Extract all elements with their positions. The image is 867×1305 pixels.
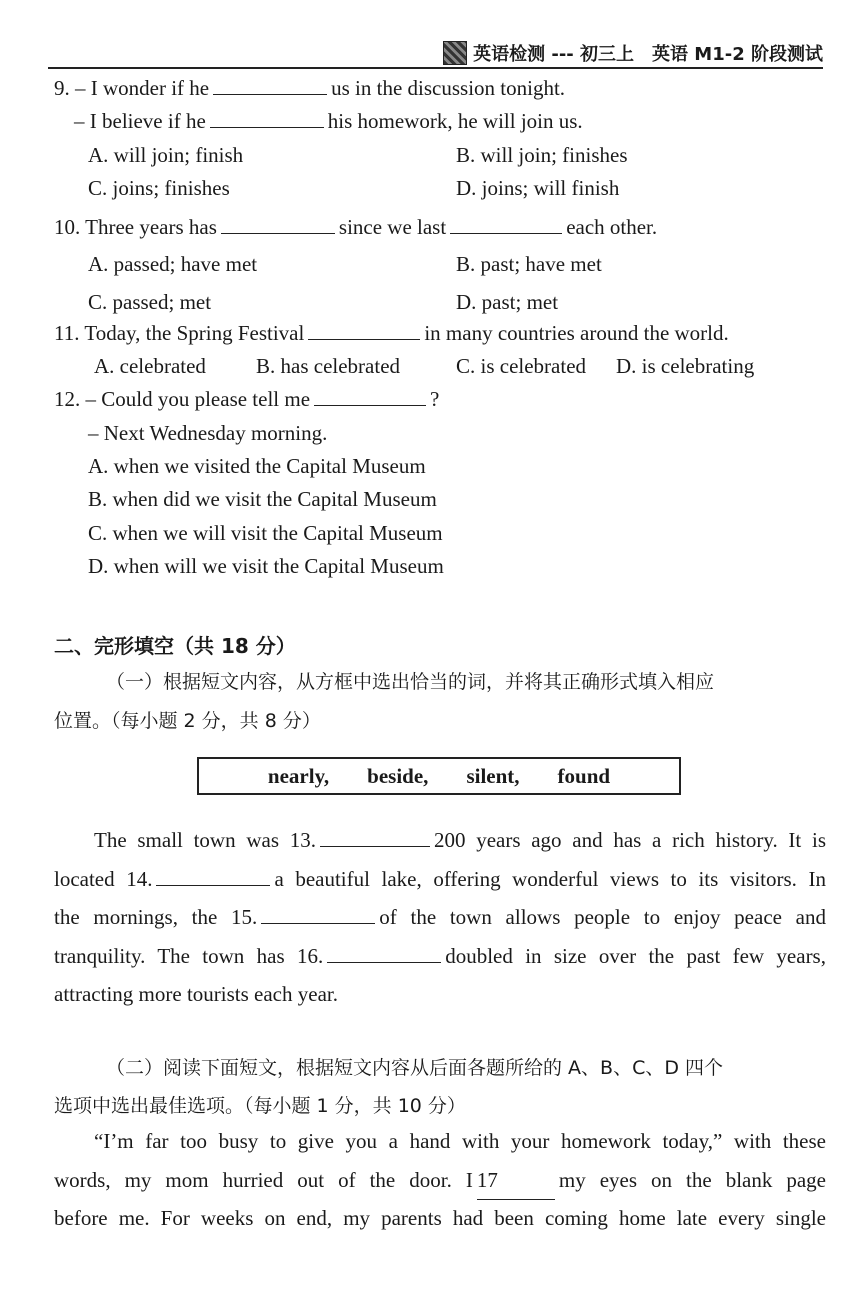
passage-1-line <box>54 860 826 899</box>
q12-option-c[interactable]: C. when we will visit the Capital Museum <box>88 521 443 545</box>
blank-14[interactable] <box>156 867 270 886</box>
q9-blank-2[interactable] <box>210 109 324 128</box>
passage-text: doubled in size over the past few years, <box>445 943 826 968</box>
q10-option-a[interactable]: A. passed; have met <box>88 252 258 276</box>
passage-text: “I’m far too busy to give you a hand with your homework today,” with these <box>94 1129 826 1153</box>
q11-text-b: in many countries around the world. <box>424 321 729 345</box>
passage-text: a beautiful lake, offering wonderful views to its visitors. In <box>274 866 826 891</box>
section-title: 二、完形填空（共 18 分） <box>54 634 296 658</box>
q9-option-c[interactable]: C. joins; finishes <box>88 176 230 200</box>
passage-text: my eyes on the blank page <box>558 1167 826 1192</box>
qr-code-icon <box>443 41 467 65</box>
q9-text-d: his homework, he will join us. <box>327 109 583 133</box>
q12-stem <box>54 387 439 412</box>
q12-option-a[interactable]: A. when we visited the Capital Museum <box>88 454 426 478</box>
passage-2-line <box>54 1199 826 1238</box>
q9-blank-1[interactable] <box>213 76 327 95</box>
blank-16[interactable] <box>327 944 441 963</box>
q10-stem <box>54 215 657 240</box>
part1-instruction-line2: 位置。（每小题 2 分，共 8 分） <box>54 710 321 732</box>
q12-text-a: 12. – Could you please tell me <box>54 387 311 411</box>
q9-option-d[interactable]: D. joins; will finish <box>456 176 620 200</box>
q11-stem <box>54 321 729 346</box>
q10-option-b[interactable]: B. past; have met <box>456 252 602 276</box>
q9-text-c: – I believe if he <box>74 109 206 133</box>
passage-1-line <box>54 975 826 1014</box>
q12-option-d[interactable]: D. when will we visit the Capital Museum <box>88 554 444 578</box>
q9-text-b: us in the discussion tonight. <box>331 76 566 100</box>
part2-instruction-line1: （二）阅读下面短文，根据短文内容从后面各题所给的 A、B、C、D 四个 <box>106 1057 724 1079</box>
passage-1-line <box>54 898 826 937</box>
q10-option-d[interactable]: D. past; met <box>456 290 559 314</box>
passage-text: located 14. <box>54 866 153 891</box>
q11-text-a: 11. Today, the Spring Festival <box>54 321 305 345</box>
blank-17[interactable]: 17 <box>477 1161 555 1201</box>
q11-option-a[interactable]: A. celebrated <box>94 354 206 378</box>
passage-1-line <box>54 937 826 976</box>
q10-text-b: since we last <box>338 215 447 239</box>
blank-15[interactable] <box>261 905 375 924</box>
q11-option-c[interactable]: C. is celebrated <box>456 354 587 378</box>
word-bank-item: beside, <box>367 763 429 788</box>
passage-text: attracting more tourists each year. <box>54 982 338 1006</box>
q12-option-b[interactable]: B. when did we visit the Capital Museum <box>88 487 437 511</box>
q10-blank-1[interactable] <box>221 215 335 234</box>
blank-13[interactable] <box>320 828 430 847</box>
part1-instruction-line1: （一）根据短文内容，从方框中选出恰当的词，并将其正确形式填入相应 <box>106 671 715 693</box>
q9-stem-line1 <box>54 76 565 101</box>
word-bank-item: nearly, <box>267 763 330 788</box>
passage-1-line <box>54 821 826 860</box>
passage-text: tranquility. The town has 16. <box>54 943 324 968</box>
q11-option-b[interactable]: B. has celebrated <box>256 354 401 378</box>
passage-2-line <box>54 1161 826 1200</box>
passage-text: 200 years ago and has a rich history. It is <box>433 828 826 852</box>
word-bank-item: silent, <box>466 763 520 788</box>
q9-stem-line2 <box>74 109 583 134</box>
passage-text: before me. For weeks on end, my parents had been coming home late every single <box>54 1206 826 1230</box>
part2-instruction-line2: 选项中选出最佳选项。（每小题 1 分，共 10 分） <box>54 1095 466 1117</box>
q10-blank-2[interactable] <box>450 215 562 234</box>
word-bank-item: found <box>557 763 611 788</box>
q9-option-a[interactable]: A. will join; finish <box>88 143 244 167</box>
q9-text-a: 9. – I wonder if he <box>54 76 210 100</box>
q11-blank[interactable] <box>308 321 420 340</box>
q12-reply: – Next Wednesday morning. <box>88 421 328 445</box>
q12-blank[interactable] <box>314 387 426 406</box>
q11-option-d[interactable]: D. is celebrating <box>616 354 755 378</box>
passage-text: The small town was 13. <box>94 828 316 852</box>
passage-text: the mornings, the 15. <box>54 905 258 929</box>
passage-text: of the town allows people to enjoy peace and <box>379 905 826 929</box>
q9-option-b[interactable]: B. will join; finishes <box>456 143 628 167</box>
word-bank-box <box>197 757 681 795</box>
page-header <box>443 40 823 66</box>
passage-1 <box>54 821 826 1014</box>
header-divider <box>48 67 823 69</box>
passage-2-line <box>54 1122 826 1161</box>
passage-text: words, my mom hurried out of the door. I <box>54 1167 473 1192</box>
q10-option-c[interactable]: C. passed; met <box>88 290 212 314</box>
q10-text-c: each other. <box>566 215 658 239</box>
q12-text-b: ? <box>430 387 440 411</box>
passage-2 <box>54 1122 826 1238</box>
q10-text-a: 10. Three years has <box>54 215 217 239</box>
header-title: 英语检测 --- 初三上 英语 M1-2 阶段测试 <box>473 44 823 65</box>
